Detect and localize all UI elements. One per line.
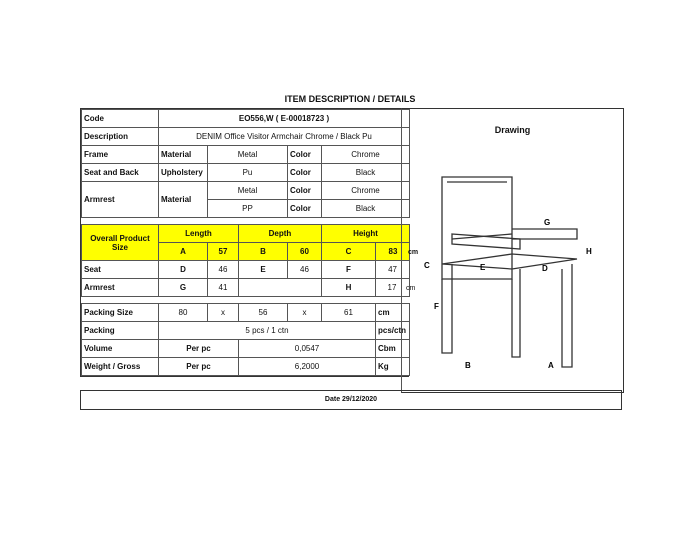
- seat-dims-row: [82, 261, 410, 279]
- packing-value: 5 pcs / 1 ctn: [159, 322, 376, 340]
- dim-g-label: G: [159, 279, 208, 297]
- weight-label: Weight / Gross: [82, 358, 159, 376]
- packing-size-row: [82, 304, 410, 322]
- armrest-label: Armrest: [82, 182, 159, 218]
- packing-size-width: 56: [239, 304, 288, 322]
- armrest-color-label-1: Color: [288, 182, 322, 200]
- dim-e-value: 46: [288, 261, 322, 279]
- document-title: ITEM DESCRIPTION / DETAILS: [284, 94, 416, 104]
- height-header: Height: [322, 225, 410, 243]
- armrest-material-2: PP: [208, 200, 288, 218]
- dim-c-label: C: [322, 243, 376, 261]
- volume-value: 0,0547: [239, 340, 376, 358]
- packing-size-height: 61: [322, 304, 376, 322]
- label-c: C: [424, 261, 430, 270]
- volume-row: [82, 340, 410, 358]
- packing-row: [82, 322, 410, 340]
- footer-date: Date 29/12/2020: [80, 390, 622, 410]
- depth-header: Depth: [239, 225, 322, 243]
- dim-a-value: 57: [208, 243, 239, 261]
- label-h: H: [586, 247, 592, 256]
- dim-b-value: 60: [288, 243, 322, 261]
- seat-back-material-label: Upholstery: [159, 164, 208, 182]
- dim-f-label: F: [322, 261, 376, 279]
- packing-size-unit: cm: [376, 304, 410, 322]
- dim-d-value: 46: [208, 261, 239, 279]
- seat-back-row: [82, 164, 410, 182]
- armrest-dims-empty: [239, 279, 322, 297]
- packing-unit: pcs/ctn: [376, 322, 410, 340]
- dim-b-label: B: [239, 243, 288, 261]
- packing-label: Packing: [82, 322, 159, 340]
- frame-color-label: Color: [288, 146, 322, 164]
- weight-unit: Kg: [376, 358, 410, 376]
- label-g: G: [544, 218, 551, 227]
- spacer: [82, 218, 410, 225]
- armrest-color-label-2: Color: [288, 200, 322, 218]
- volume-per: Per pc: [159, 340, 239, 358]
- armrest-dims-unit: cm: [406, 285, 416, 292]
- seat-back-label: Seat and Back: [82, 164, 159, 182]
- drawing-title: Drawing: [494, 125, 531, 135]
- armrest-dims-label: Armrest: [82, 279, 159, 297]
- packing-size-x1: x: [208, 304, 239, 322]
- frame-label: Frame: [82, 146, 159, 164]
- dim-d-label: D: [159, 261, 208, 279]
- weight-row: [82, 358, 410, 376]
- label-e: E: [480, 263, 486, 272]
- armrest-row-1: [82, 182, 410, 200]
- label-f: F: [434, 302, 439, 311]
- description-row: [82, 128, 410, 146]
- overall-size-label: Overall Product Size: [82, 225, 159, 261]
- label-a: A: [548, 361, 554, 370]
- dim-a-label: A: [159, 243, 208, 261]
- frame-material: Metal: [208, 146, 288, 164]
- armrest-color-1: Chrome: [322, 182, 410, 200]
- weight-per: Per pc: [159, 358, 239, 376]
- overall-header-row: [82, 225, 410, 243]
- armrest-material-label: Material: [159, 182, 208, 218]
- seat-back-material: Pu: [208, 164, 288, 182]
- seat-dims-label: Seat: [82, 261, 159, 279]
- volume-label: Volume: [82, 340, 159, 358]
- weight-value: 6,2000: [239, 358, 376, 376]
- overall-unit: cm: [408, 249, 419, 256]
- packing-size-label: Packing Size: [82, 304, 159, 322]
- frame-material-label: Material: [159, 146, 208, 164]
- volume-unit: Cbm: [376, 340, 410, 358]
- frame-row: [82, 146, 410, 164]
- length-header: Length: [159, 225, 239, 243]
- dim-h-label: H: [322, 279, 376, 297]
- armrest-dims-row: [82, 279, 410, 297]
- dim-e-label: E: [239, 261, 288, 279]
- seat-back-color: Black: [322, 164, 410, 182]
- dim-c-value: 83: [388, 247, 398, 256]
- code-row: [82, 110, 410, 128]
- dim-h-value: 17: [387, 283, 397, 292]
- label-b: B: [465, 361, 471, 370]
- armrest-color-2: Black: [322, 200, 410, 218]
- description-value: DENIM Office Visitor Armchair Chrome / Black Pu: [159, 128, 410, 146]
- packing-size-x2: x: [288, 304, 322, 322]
- label-d: D: [542, 264, 548, 273]
- packing-size-length: 80: [159, 304, 208, 322]
- description-label: Description: [82, 128, 159, 146]
- spacer: [82, 297, 410, 304]
- seat-back-color-label: Color: [288, 164, 322, 182]
- code-value: EO556,W ( E-00018723 ): [159, 110, 410, 128]
- drawing-panel: [401, 108, 624, 393]
- dim-f-value: 47: [376, 261, 410, 279]
- details-table: [80, 108, 419, 377]
- armrest-material-1: Metal: [208, 182, 288, 200]
- chair-drawing: [402, 109, 623, 392]
- code-label: Code: [82, 110, 159, 128]
- dim-g-value: 41: [208, 279, 239, 297]
- frame-color: Chrome: [322, 146, 410, 164]
